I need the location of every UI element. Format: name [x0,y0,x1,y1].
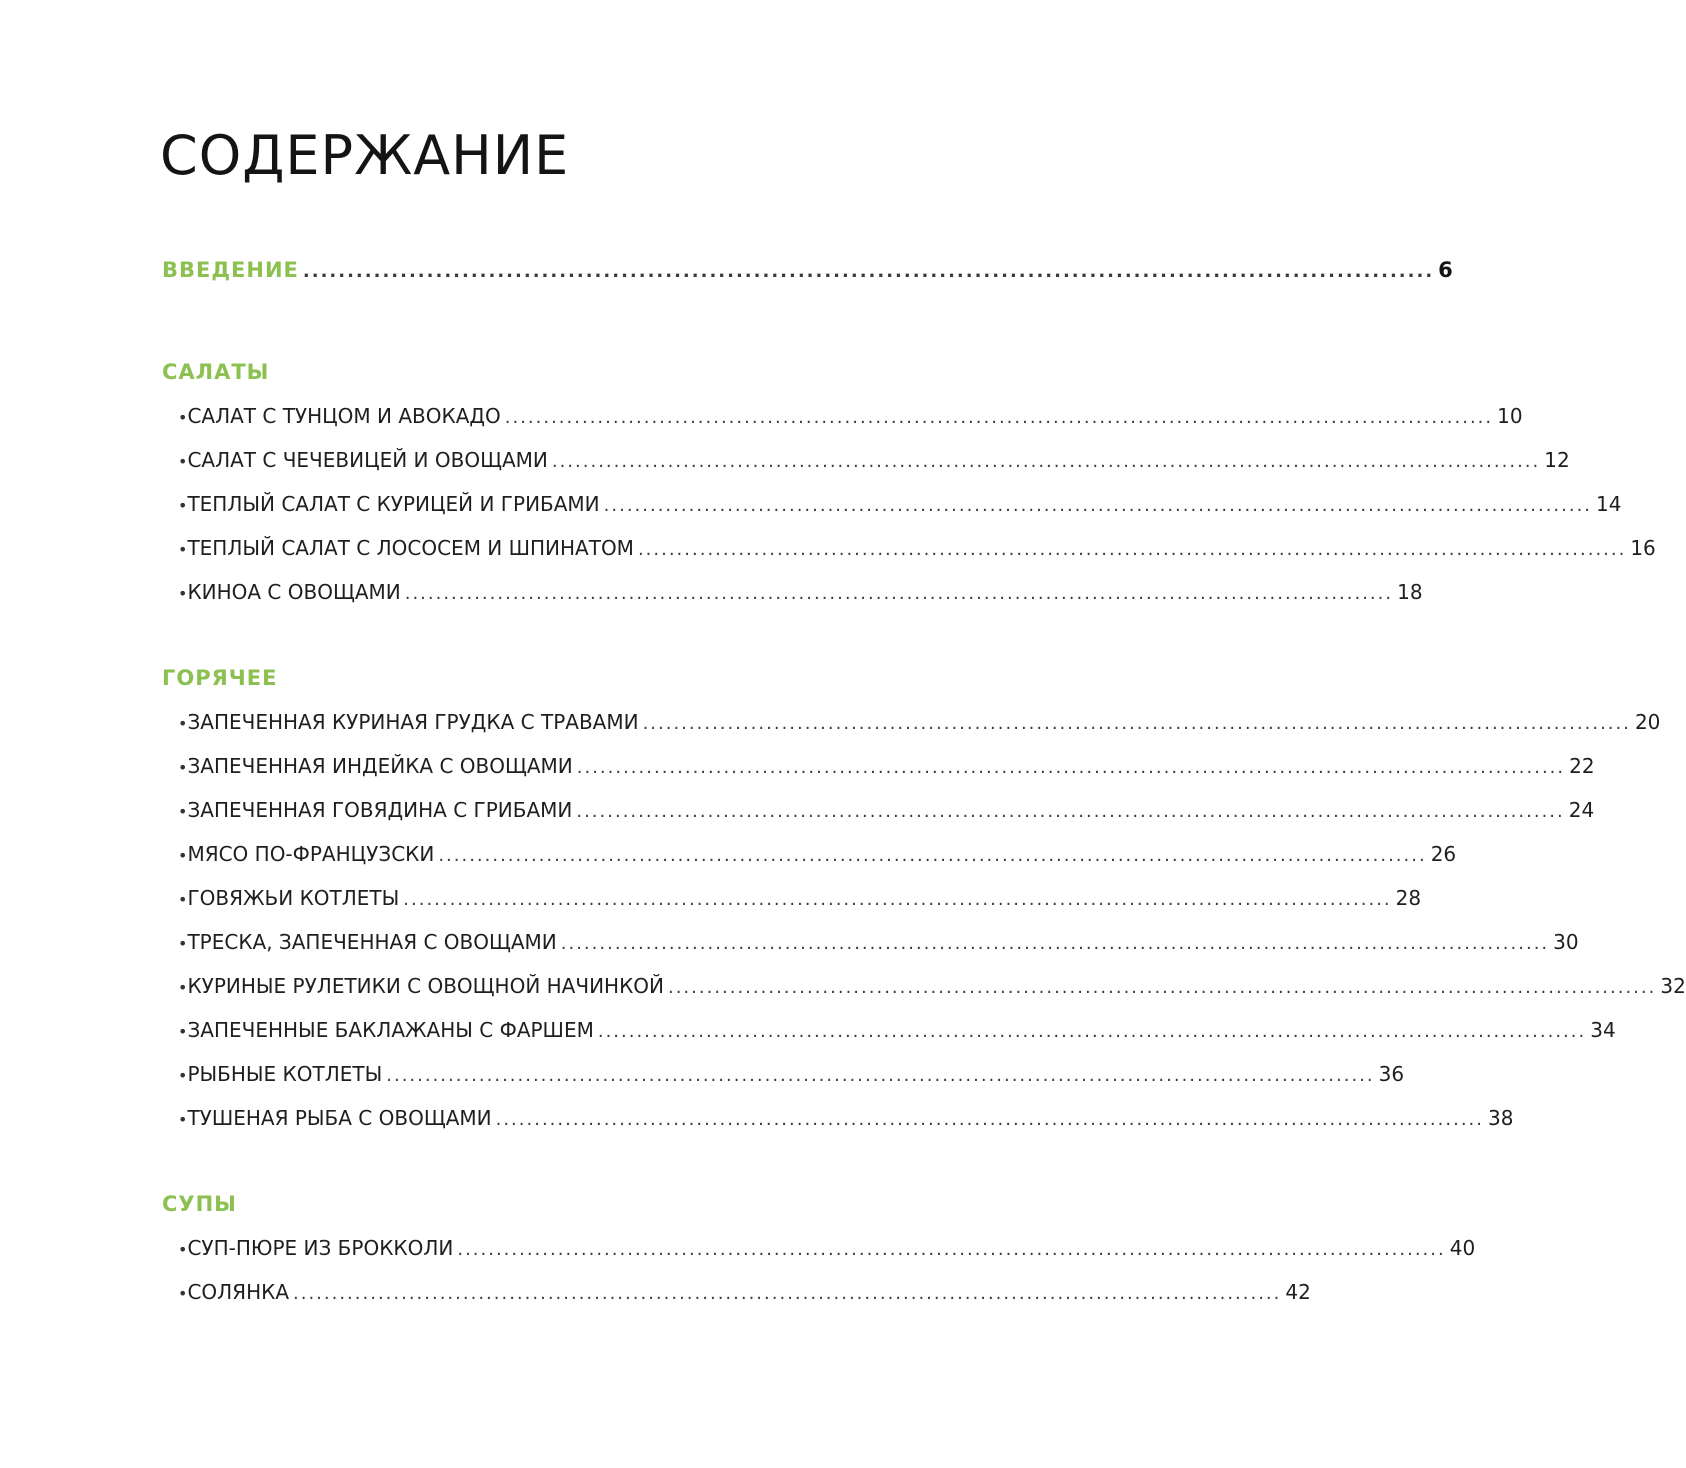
bullet-icon: • [178,584,188,603]
section-title-hot-dishes: ГОРЯЧЕЕ [162,666,278,690]
dot-leader: ................................................................................................................................ [302,261,1435,282]
toc-item[interactable] [178,928,1579,958]
toc-item[interactable] [178,446,1570,476]
toc-item-label: САЛАТ С ЧЕЧЕВИЦЕЙ И ОВОЩАМИ [187,448,548,472]
bullet-icon: • [178,452,188,471]
bullet-icon: • [178,1022,188,1041]
dot-leader: ................................................................................................................................ [637,539,1627,560]
toc-page-number: 30 [1553,930,1579,954]
toc-item-label: ТЕПЛЫЙ САЛАТ С КУРИЦЕЙ И ГРИБАМИ [187,492,600,516]
toc-page-number: 22 [1569,754,1595,778]
toc-page-number: 6 [1438,258,1453,282]
bullet-icon: • [178,540,188,559]
bullet-icon: • [178,846,188,865]
toc-item-label: ТРЕСКА, ЗАПЕЧЕННАЯ С ОВОЩАМИ [187,930,557,954]
dot-leader: ................................................................................................................................ [438,845,1427,866]
toc-page-number: 32 [1660,974,1686,998]
toc-page-number: 10 [1497,404,1523,428]
toc-item-label: КУРИНЫЕ РУЛЕТИКИ С ОВОЩНОЙ НАЧИНКОЙ [187,974,664,998]
toc-item[interactable] [178,708,1661,738]
toc-item-label: СОЛЯНКА [187,1280,289,1304]
toc-page-number: 28 [1395,886,1422,910]
toc-page-number: 36 [1378,1062,1405,1086]
toc-item-label: ЗАПЕЧЕННАЯ ИНДЕЙКА С ОВОЩАМИ [187,754,573,778]
bullet-icon: • [178,714,188,733]
toc-item-label: МЯСО ПО-ФРАНЦУЗСКИ [187,842,435,866]
toc-item-label: КИНОА С ОВОЩАМИ [187,580,401,604]
page-title: СОДЕРЖАНИЕ [160,124,570,187]
toc-page-number: 42 [1285,1280,1311,1304]
toc-item[interactable] [178,490,1622,520]
bullet-icon: • [178,758,188,777]
toc-item[interactable] [178,534,1656,564]
section-title-soups: СУПЫ [162,1192,237,1216]
dot-leader: ................................................................................................................................ [597,1021,1587,1042]
toc-item[interactable] [178,1234,1476,1264]
dot-leader: ................................................................................................................................ [551,451,1541,472]
bullet-icon: • [178,408,188,427]
bullet-icon: • [178,1110,188,1129]
toc-item[interactable] [178,1060,1405,1090]
toc-item-label: ТУШЕНАЯ РЫБА С ОВОЩАМИ [187,1106,492,1130]
toc-page-number: 34 [1590,1018,1616,1042]
dot-leader: ................................................................................................................................ [667,977,1657,998]
toc-item[interactable] [178,752,1595,782]
bullet-icon: • [178,1284,188,1303]
toc-page-number: 20 [1634,710,1661,734]
toc-item[interactable] [178,578,1423,608]
toc-item-label: СУП-ПЮРЕ ИЗ БРОККОЛИ [187,1236,454,1260]
dot-leader: ................................................................................................................................ [457,1239,1446,1260]
toc-item[interactable] [178,840,1457,870]
dot-leader: ................................................................................................................................ [504,407,1494,428]
toc-page-number: 14 [1596,492,1622,516]
dot-leader: ................................................................................................................................ [642,713,1631,734]
toc-item[interactable] [178,972,1686,1002]
toc-item[interactable] [178,884,1422,914]
toc-page-number: 12 [1544,448,1570,472]
dot-leader: ................................................................................................................................ [404,583,1394,604]
toc-page-number: 24 [1568,798,1595,822]
dot-leader: ................................................................................................................................ [386,1065,1375,1086]
bullet-icon: • [178,1066,188,1085]
toc-item-label: ТЕПЛЫЙ САЛАТ С ЛОСОСЕМ И ШПИНАТОМ [187,536,634,560]
bullet-icon: • [178,978,188,997]
toc-item[interactable] [178,1104,1514,1134]
toc-item-label: ЗАПЕЧЕННАЯ ГОВЯДИНА С ГРИБАМИ [187,798,573,822]
toc-entry-label: ВВЕДЕНИЕ [162,258,299,282]
toc-item-label: ЗАПЕЧЕННАЯ КУРИНАЯ ГРУДКА С ТРАВАМИ [187,710,639,734]
toc-item-label: ГОВЯЖЬИ КОТЛЕТЫ [187,886,400,910]
dot-leader: ................................................................................................................................ [576,801,1565,822]
dot-leader: ................................................................................................................................ [293,1283,1282,1304]
toc-entry-intro[interactable] [162,256,1453,286]
section-title-salads: САЛАТЫ [162,360,270,384]
toc-page-number: 18 [1397,580,1423,604]
bullet-icon: • [178,890,188,909]
toc-item[interactable] [178,1278,1311,1308]
bullet-icon: • [178,1240,188,1259]
dot-leader: ................................................................................................................................ [576,757,1566,778]
toc-page-number: 16 [1630,536,1656,560]
toc-item[interactable] [178,402,1523,432]
toc-item-label: ЗАПЕЧЕННЫЕ БАКЛАЖАНЫ С ФАРШЕМ [187,1018,594,1042]
toc-item[interactable] [178,796,1595,826]
dot-leader: ................................................................................................................................ [495,1109,1484,1130]
toc-page-number: 40 [1449,1236,1476,1260]
toc-page-number: 38 [1487,1106,1514,1130]
dot-leader: ................................................................................................................................ [603,495,1593,516]
dot-leader: ................................................................................................................................ [403,889,1392,910]
bullet-icon: • [178,496,188,515]
toc-item[interactable] [178,1016,1616,1046]
dot-leader: ................................................................................................................................ [560,933,1550,954]
toc-page-number: 26 [1430,842,1457,866]
bullet-icon: • [178,802,188,821]
bullet-icon: • [178,934,188,953]
toc-item-label: РЫБНЫЕ КОТЛЕТЫ [187,1062,383,1086]
toc-item-label: САЛАТ С ТУНЦОМ И АВОКАДО [187,404,501,428]
